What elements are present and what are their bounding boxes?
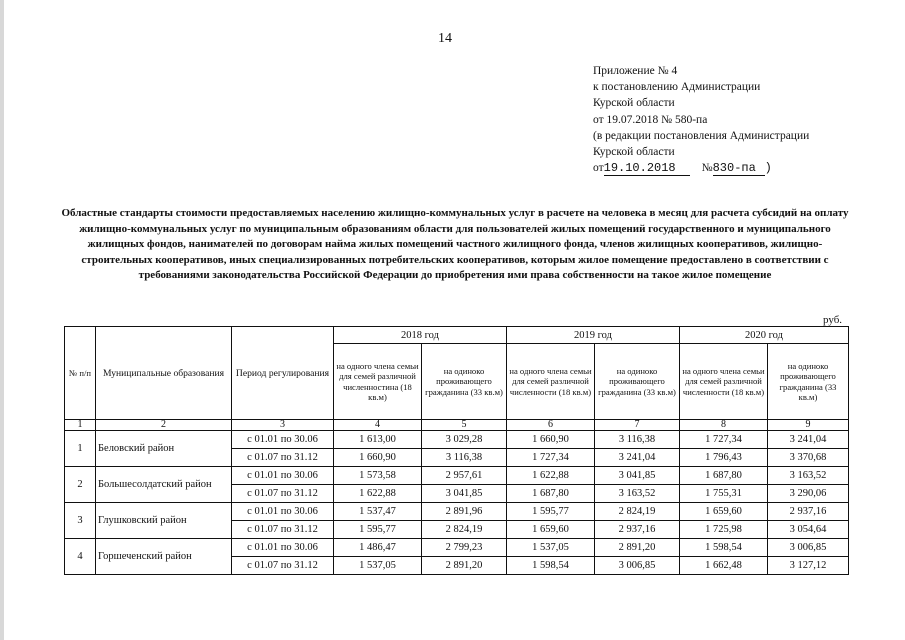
value-cell: 3 006,85 — [768, 539, 849, 557]
value-cell: 3 041,85 — [595, 467, 680, 485]
header-row-years — [65, 327, 849, 344]
appendix-line: Курской области — [593, 97, 675, 110]
column-index: 2 — [96, 420, 232, 431]
header-2018-per-member: на одного члена семьи для семей различной численностина (18 кв.м) — [334, 344, 422, 420]
column-index: 7 — [595, 420, 680, 431]
value-cell: 1 537,47 — [334, 503, 422, 521]
scan-edge-shadow — [0, 0, 4, 640]
value-cell: 2 937,16 — [768, 503, 849, 521]
value-cell: 3 290,06 — [768, 485, 849, 503]
value-cell: 1 725,98 — [680, 521, 768, 539]
number-prefix: № — [701, 162, 713, 175]
value-cell: 3 041,85 — [422, 485, 507, 503]
value-cell: 1 659,60 — [680, 503, 768, 521]
column-index-row — [65, 420, 849, 431]
municipality-name: Горшеченский район — [96, 539, 232, 575]
value-cell: 1 687,80 — [507, 485, 595, 503]
header-num: № п/п — [65, 327, 96, 420]
header-municipality: Муниципальные образования — [96, 327, 232, 420]
value-cell: 1 659,60 — [507, 521, 595, 539]
value-cell: 2 824,19 — [595, 503, 680, 521]
header-2018-single: на одиноко проживающего гражданина (33 кв.м) — [422, 344, 507, 420]
value-cell: 1 687,80 — [680, 467, 768, 485]
appendix-line: Приложение № 4 — [593, 65, 678, 77]
value-cell: 1 598,54 — [507, 557, 595, 575]
header-year-2018: 2018 год — [334, 327, 507, 344]
value-cell: 3 127,12 — [768, 557, 849, 575]
value-cell: 1 598,54 — [680, 539, 768, 557]
document-title: Областные стандарты стоимости предоставляемых населению жилищно-коммунальных услуг в расчете на человека в месяц для расчета субсидий на оплату жилищно-коммунальных услуг по муниципальным образованиям области для пользователей жилых помещений государственного и муниципального жилищных фондов, нанимателей по договорам найма жилых помещений частного жилищного фонда, членов жилищных кооперативов, жилищно-строительных кооперативов, иных специализированных потребительских кооперативов, которым жилое помещение предоставлено в соответствии с требованиями законодательства Российской Федерации до приобретения ими права собственности на такое жилое помещение — [61, 207, 849, 282]
value-cell: 2 824,19 — [422, 521, 507, 539]
value-cell: 3 029,28 — [422, 431, 507, 449]
value-cell: 1 595,77 — [507, 503, 595, 521]
amendment-date: 19.10.2018 — [604, 162, 690, 176]
value-cell: 1 486,47 — [334, 539, 422, 557]
value-cell: 3 370,68 — [768, 449, 849, 467]
header-2019-single: на одиноко проживающего гражданина (33 кв.м) — [595, 344, 680, 420]
value-cell: 1 622,88 — [334, 485, 422, 503]
appendix-line: Курской области — [593, 146, 675, 159]
row-number: 1 — [65, 431, 96, 467]
appendix-line: от 19.07.2018 № 580-па — [593, 113, 708, 126]
header-period: Период регулирования — [232, 327, 334, 420]
value-cell: 1 622,88 — [507, 467, 595, 485]
value-cell: 3 241,04 — [768, 431, 849, 449]
table-row — [65, 431, 849, 449]
appendix-line: к постановлению Администрации — [593, 81, 761, 94]
municipality-name: Беловский район — [96, 431, 232, 467]
value-cell: 3 163,52 — [768, 467, 849, 485]
period-cell: с 01.07 по 31.12 — [232, 485, 334, 503]
column-index: 5 — [422, 420, 507, 431]
column-index: 1 — [65, 420, 96, 431]
value-cell: 1 537,05 — [334, 557, 422, 575]
row-number: 4 — [65, 539, 96, 575]
header-year-2020: 2020 год — [680, 327, 849, 344]
period-cell: с 01.01 по 30.06 — [232, 467, 334, 485]
value-cell: 1 660,90 — [507, 431, 595, 449]
value-cell: 1 755,31 — [680, 485, 768, 503]
header-2020-single: на одиноко проживающего гражданина (33 кв.м) — [768, 344, 849, 420]
period-cell: с 01.07 по 31.12 — [232, 521, 334, 539]
value-cell: 3 116,38 — [595, 431, 680, 449]
row-number: 2 — [65, 467, 96, 503]
value-cell: 1 613,00 — [334, 431, 422, 449]
value-cell: 2 891,20 — [595, 539, 680, 557]
value-cell: 2 891,20 — [422, 557, 507, 575]
header-2020-per-member: на одного члена семьи для семей различной численности (18 кв.м) — [680, 344, 768, 420]
rates-table — [64, 326, 849, 575]
municipality-name: Глушковский район — [96, 503, 232, 539]
column-index: 6 — [507, 420, 595, 431]
municipality-name: Большесолдатский район — [96, 467, 232, 503]
amendment-date-line — [593, 160, 809, 176]
appendix-line: (в редакции постановления Администрации — [593, 129, 810, 142]
value-cell: 3 116,38 — [422, 449, 507, 467]
date-prefix: от — [593, 162, 604, 175]
table-row — [65, 467, 849, 485]
value-cell: 2 891,96 — [422, 503, 507, 521]
value-cell: 1 727,34 — [507, 449, 595, 467]
value-cell: 2 799,23 — [422, 539, 507, 557]
column-index: 9 — [768, 420, 849, 431]
period-cell: с 01.01 по 30.06 — [232, 539, 334, 557]
period-cell: с 01.01 по 30.06 — [232, 503, 334, 521]
period-cell: с 01.07 по 31.12 — [232, 557, 334, 575]
period-cell: с 01.01 по 30.06 — [232, 431, 334, 449]
closing-paren: ) — [764, 161, 772, 176]
appendix-block — [593, 63, 809, 176]
table-row — [65, 539, 849, 557]
table-row — [65, 503, 849, 521]
value-cell: 2 937,16 — [595, 521, 680, 539]
value-cell: 1 537,05 — [507, 539, 595, 557]
value-cell: 2 957,61 — [422, 467, 507, 485]
value-cell: 1 660,90 — [334, 449, 422, 467]
period-cell: с 01.07 по 31.12 — [232, 449, 334, 467]
header-year-2019: 2019 год — [507, 327, 680, 344]
value-cell: 3 241,04 — [595, 449, 680, 467]
amendment-number: 830-па — [713, 162, 765, 176]
currency-unit: руб. — [823, 314, 843, 326]
column-index: 3 — [232, 420, 334, 431]
value-cell: 1 662,48 — [680, 557, 768, 575]
value-cell: 1 796,43 — [680, 449, 768, 467]
header-2019-per-member: на одного члена семьи для семей различной численности (18 кв.м) — [507, 344, 595, 420]
column-index: 8 — [680, 420, 768, 431]
value-cell: 1 595,77 — [334, 521, 422, 539]
value-cell: 3 163,52 — [595, 485, 680, 503]
row-number: 3 — [65, 503, 96, 539]
value-cell: 1 727,34 — [680, 431, 768, 449]
column-index: 4 — [334, 420, 422, 431]
value-cell: 3 006,85 — [595, 557, 680, 575]
page-number: 14 — [438, 31, 452, 46]
value-cell: 1 573,58 — [334, 467, 422, 485]
value-cell: 3 054,64 — [768, 521, 849, 539]
